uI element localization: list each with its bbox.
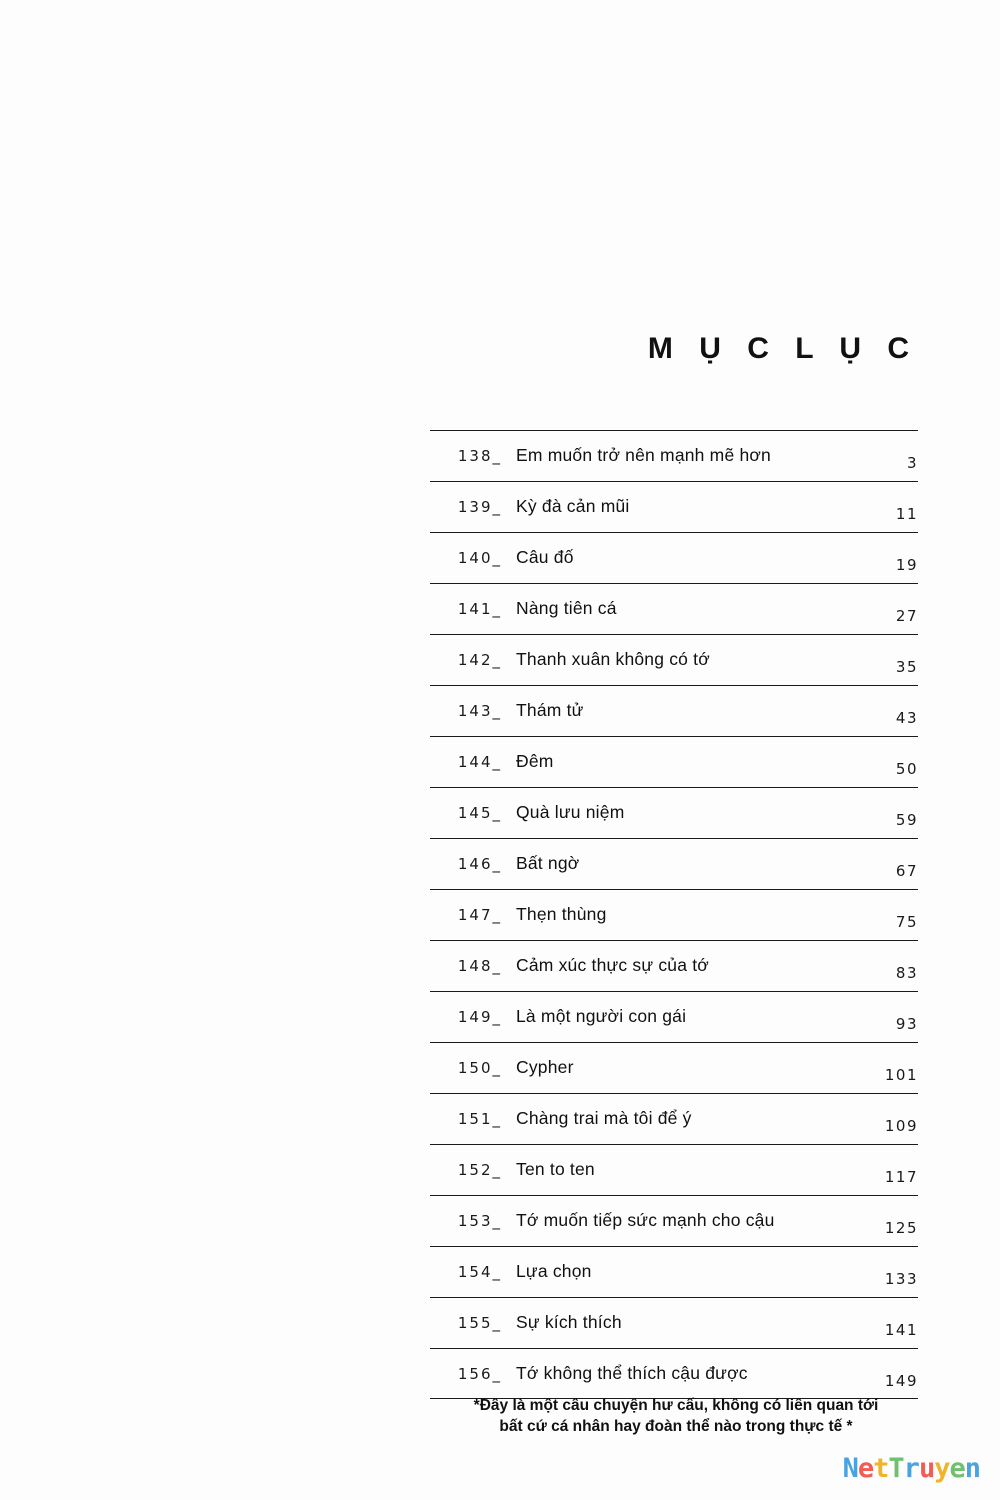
toc-row[interactable]	[430, 634, 918, 685]
chapter-title: Bất ngờ	[516, 853, 580, 873]
chapter-page: 149	[884, 1372, 918, 1390]
chapter-page: 43	[895, 709, 918, 727]
chapter-title: Kỳ đà cản mũi	[516, 496, 630, 516]
chapter-number: 156_	[457, 1365, 502, 1383]
chapter-page: 117	[884, 1168, 918, 1186]
chapter-number: 142_	[457, 651, 502, 669]
disclaimer-line-1: *Đây là một câu chuyện hư cấu, không có liên quan tới	[473, 1397, 879, 1414]
chapter-number: 147_	[457, 906, 502, 924]
chapter-title: Tớ muốn tiếp sức mạnh cho cậu	[516, 1210, 775, 1230]
chapter-number: 150_	[457, 1059, 502, 1077]
chapter-title: Đêm	[516, 751, 554, 771]
watermark-letter: y	[934, 1453, 950, 1484]
chapter-number: 140_	[457, 549, 502, 567]
watermark-letter: e	[949, 1453, 965, 1484]
chapter-number: 153_	[457, 1212, 502, 1230]
toc-row[interactable]	[430, 1348, 918, 1399]
chapter-number: 139_	[457, 498, 502, 516]
chapter-number: 151_	[457, 1110, 502, 1128]
table-of-contents	[430, 430, 918, 1399]
toc-row[interactable]	[430, 532, 918, 583]
chapter-page: 125	[884, 1219, 918, 1237]
toc-row[interactable]	[430, 889, 918, 940]
chapter-title: Thẹn thùng	[516, 904, 607, 924]
chapter-page: 93	[895, 1015, 918, 1033]
chapter-page: 141	[884, 1321, 918, 1339]
chapter-page: 101	[884, 1066, 918, 1084]
chapter-number: 149_	[457, 1008, 502, 1026]
disclaimer-note	[430, 1396, 922, 1438]
chapter-title: Ten to ten	[516, 1159, 595, 1179]
chapter-title: Thanh xuân không có tớ	[516, 649, 710, 669]
chapter-number: 144_	[457, 753, 502, 771]
chapter-title: Lựa chọn	[516, 1261, 592, 1281]
chapter-page: 19	[895, 556, 918, 574]
toc-row[interactable]	[430, 1144, 918, 1195]
chapter-page: 83	[895, 964, 918, 982]
chapter-page: 3	[906, 454, 918, 472]
chapter-number: 143_	[457, 702, 502, 720]
toc-row[interactable]	[430, 736, 918, 787]
chapter-title: Thám tử	[516, 700, 584, 720]
chapter-title: Tớ không thể thích cậu được	[516, 1363, 748, 1383]
chapter-title: Câu đố	[516, 547, 574, 567]
toc-row[interactable]	[430, 430, 918, 481]
chapter-page: 67	[895, 862, 918, 880]
toc-row[interactable]	[430, 481, 918, 532]
page-title: M Ụ C L Ụ C	[647, 332, 918, 365]
chapter-page: 133	[884, 1270, 918, 1288]
chapter-number: 152_	[457, 1161, 502, 1179]
chapter-number: 145_	[457, 804, 502, 822]
chapter-title: Cảm xúc thực sự của tớ	[516, 955, 709, 975]
nettruyen-watermark	[843, 1453, 980, 1484]
chapter-page: 59	[895, 811, 918, 829]
toc-row[interactable]	[430, 583, 918, 634]
chapter-number: 138_	[457, 447, 502, 465]
watermark-letter: N	[842, 1453, 858, 1484]
chapter-page: 11	[895, 505, 918, 523]
chapter-page: 75	[895, 913, 918, 931]
chapter-number: 155_	[457, 1314, 502, 1332]
toc-row[interactable]	[430, 1093, 918, 1144]
chapter-number: 148_	[457, 957, 502, 975]
chapter-page: 27	[895, 607, 918, 625]
chapter-title: Em muốn trở nên mạnh mẽ hơn	[516, 445, 771, 465]
watermark-letter: u	[918, 1453, 935, 1484]
toc-row[interactable]	[430, 940, 918, 991]
toc-row[interactable]	[430, 1246, 918, 1297]
chapter-number: 146_	[457, 855, 502, 873]
chapter-title: Là một người con gái	[516, 1006, 687, 1026]
watermark-letter: T	[888, 1453, 904, 1484]
chapter-title: Chàng trai mà tôi để ý	[516, 1108, 692, 1128]
chapter-number: 154_	[457, 1263, 502, 1281]
chapter-page: 35	[895, 658, 918, 676]
toc-row[interactable]	[430, 838, 918, 889]
watermark-letter: t	[873, 1453, 889, 1484]
chapter-title: Sự kích thích	[516, 1312, 622, 1332]
watermark-letter: r	[903, 1453, 919, 1484]
chapter-page: 50	[895, 760, 918, 778]
toc-row[interactable]	[430, 1042, 918, 1093]
disclaimer-line-2: bất cứ cá nhân hay đoàn thể nào trong thực tế *	[499, 1417, 853, 1435]
chapter-page: 109	[884, 1117, 918, 1135]
toc-row[interactable]	[430, 1297, 918, 1348]
chapter-title: Quà lưu niệm	[516, 802, 625, 822]
chapter-title: Nàng tiên cá	[516, 598, 617, 618]
toc-row[interactable]	[430, 1195, 918, 1246]
chapter-title: Cypher	[516, 1057, 574, 1077]
toc-row[interactable]	[430, 991, 918, 1042]
toc-row[interactable]	[430, 787, 918, 838]
watermark-letter: e	[857, 1453, 874, 1484]
watermark-letter: n	[964, 1453, 980, 1484]
chapter-number: 141_	[457, 600, 502, 618]
toc-row[interactable]	[430, 685, 918, 736]
